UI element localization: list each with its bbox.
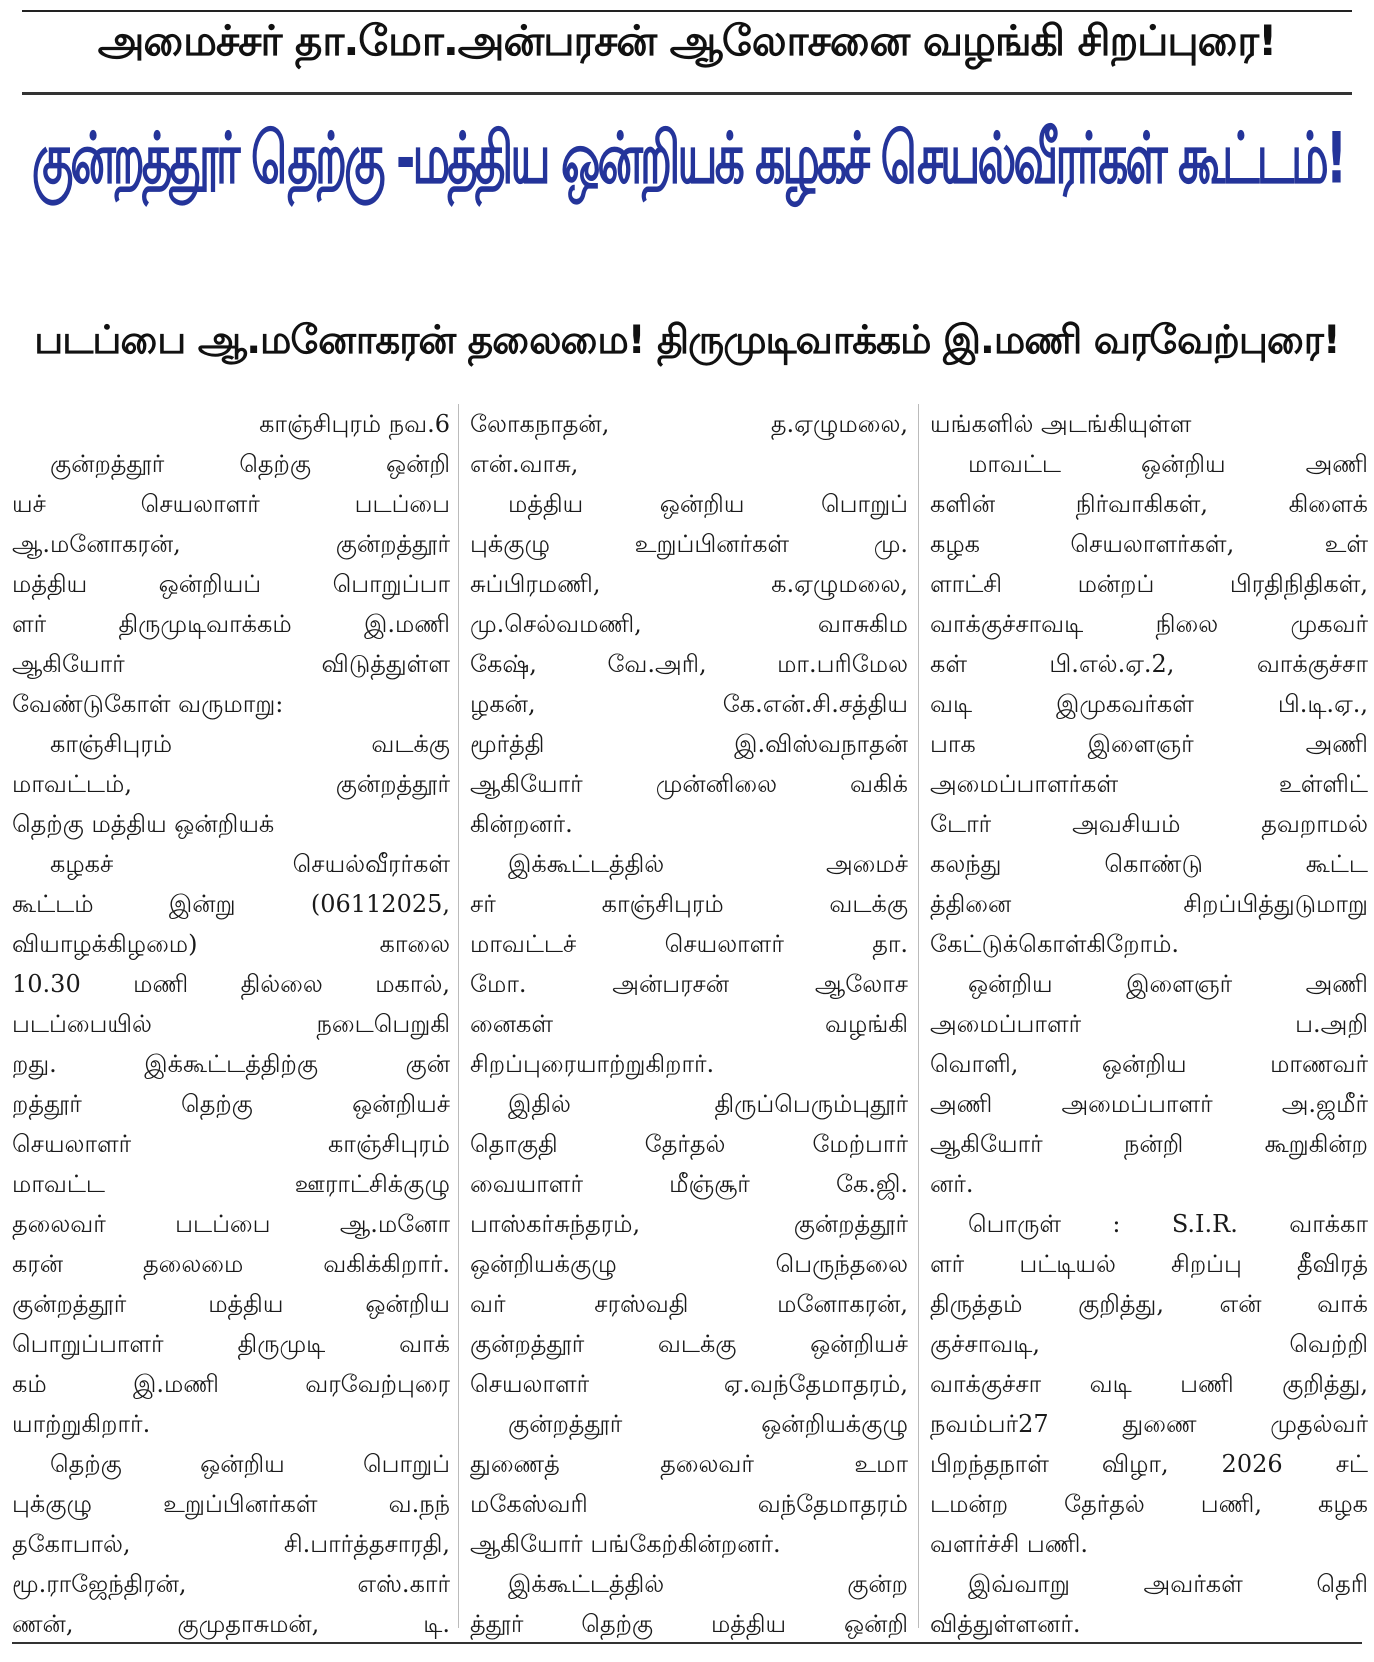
- text-line: கழக செயலாளர்கள், உள்: [930, 530, 1368, 558]
- text-line: யச் செயலாளர் படப்பை: [12, 490, 450, 518]
- text-line: மாவட்டச் செயலாளர் தா.: [470, 930, 908, 958]
- top-border: [22, 10, 1352, 12]
- text-line: ஆகியோர் விடுத்துள்ள: [12, 650, 450, 678]
- text-line: பொறுப்பாளர் திருமுடி வாக்: [12, 1330, 450, 1358]
- text-line: சுப்பிரமணி, க.ஏழுமலை,: [470, 570, 908, 598]
- text-line: குச்சாவடி, வெற்றி: [930, 1330, 1368, 1358]
- text-line: வடி இமுகவர்கள் பி.டி.ஏ.,: [930, 690, 1368, 718]
- text-line: த்தூர் தெற்கு மத்திய ஒன்றி: [470, 1610, 908, 1638]
- text-line: ஆகியோர் முன்னிலை வகிக்: [470, 770, 908, 798]
- text-line: களின் நிர்வாகிகள், கிளைக்: [930, 490, 1368, 518]
- article-column-1: [12, 404, 450, 1644]
- text-line: கேட்டுக்கொள்கிறோம்.: [930, 930, 1180, 958]
- text-line: கள் பி.எல்.ஏ.2, வாக்குச்சா: [930, 650, 1368, 678]
- text-line: துணைத் தலைவர் உமா: [470, 1450, 908, 1478]
- text-line: வாக்குச்சா வடி பணி குறித்து,: [930, 1370, 1368, 1398]
- text-line: யங்களில் அடங்கியுள்ள: [930, 410, 1192, 438]
- text-line: வித்துள்ளனர்.: [930, 1610, 1081, 1638]
- text-line: மாவட்டம், குன்றத்தூர்: [12, 770, 450, 798]
- text-line: புக்குழு உறுப்பினர்கள் மு.: [470, 530, 908, 558]
- text-line: கூட்டம் இன்று (06112025,: [12, 890, 450, 918]
- text-line: கின்றனர்.: [470, 810, 573, 838]
- text-line: அமைப்பாளர்கள் உள்ளிட்: [930, 770, 1368, 798]
- text-line: இவ்வாறு அவர்கள் தெரி: [968, 1570, 1368, 1598]
- article-column-2: [470, 404, 908, 1644]
- text-line: மத்திய ஒன்றிய பொறுப்: [508, 490, 908, 518]
- text-line: ஆ.மனோகரன், குன்றத்தூர்: [12, 530, 450, 558]
- text-line: மோ. அன்பரசன் ஆலோச: [470, 970, 908, 998]
- text-line: மாவட்ட ஒன்றிய அணி: [968, 450, 1368, 478]
- text-line: குன்றத்தூர் ஒன்றியக்குழு: [508, 1410, 908, 1438]
- text-line: படப்பையில் நடைபெறுகி: [12, 1010, 450, 1038]
- text-line: பிறந்தநாள் விழா, 2026 சட்: [930, 1450, 1368, 1478]
- text-line: அமைப்பாளர் ப.அறி: [930, 1010, 1368, 1038]
- text-line: ஆகியோர் பங்கேற்கின்றனர்.: [470, 1530, 781, 1558]
- text-line: ளாட்சி மன்றப் பிரதிநிதிகள்,: [930, 570, 1368, 598]
- text-line: ஒன்றியக்குழு பெருந்தலை: [470, 1250, 908, 1278]
- text-line: கலந்து கொண்டு கூட்ட: [930, 850, 1368, 878]
- text-line: செயலாளர் ஏ.வந்தேமாதரம்,: [470, 1370, 908, 1398]
- headline-top: அமைச்சர் தா.மோ.அன்பரசன் ஆலோசனை வழங்கி சிறப்புரை!: [97, 16, 1277, 65]
- text-line: கழகச் செயல்வீரர்கள்: [50, 850, 450, 878]
- text-line: த்தினை சிறப்பித்துடுமாறு: [930, 890, 1368, 918]
- text-line: மகேஸ்வரி வந்தேமாதரம்: [470, 1490, 908, 1518]
- text-line: மாவட்ட ஊராட்சிக்குழு: [12, 1170, 450, 1198]
- text-line: குன்றத்தூர் வடக்கு ஒன்றியச்: [470, 1330, 908, 1358]
- text-line: தொகுதி தேர்தல் மேற்பார்: [470, 1130, 908, 1158]
- text-line: தலைவர் படப்பை ஆ.மனோ: [12, 1210, 450, 1238]
- text-line: குன்றத்தூர் தெற்கு ஒன்றி: [50, 450, 450, 478]
- headline-main: குன்றத்தூர் தெற்கு -மத்திய ஒன்றியக் கழகச் செயல்வீரர்கள் கூட்டம்!: [31, 118, 1345, 201]
- text-line: யாற்றுகிறார்.: [12, 1410, 151, 1438]
- text-line: தெற்கு ஒன்றிய பொறுப்: [50, 1450, 450, 1478]
- text-line: நவம்பர்27 துணை முதல்வர்: [930, 1410, 1368, 1438]
- text-line: தகோபால், சி.பார்த்தசாரதி,: [12, 1530, 450, 1558]
- text-line: கேஷ், வே.அரி, மா.பரிமேல: [470, 650, 908, 678]
- text-line: மூ.ராஜேந்திரன், எஸ்.கார்: [12, 1570, 450, 1598]
- text-line: ளர் பட்டியல் சிறப்பு தீவிரத்: [930, 1250, 1368, 1278]
- text-line: னைகள் வழங்கி: [470, 1010, 908, 1038]
- text-line: புக்குழு உறுப்பினர்கள் வ.நந்: [12, 1490, 450, 1518]
- text-line: கம் இ.மணி வரவேற்புரை: [12, 1370, 450, 1398]
- text-line: ளர் திருமுடிவாக்கம் இ.மணி: [12, 610, 450, 638]
- text-line: டோர் அவசியம் தவறாமல்: [930, 810, 1368, 838]
- text-line: வையாளர் மீஞ்சூர் கே.ஜி.: [470, 1170, 908, 1198]
- bottom-border: [12, 1642, 1362, 1644]
- text-line: மு.செல்வமணி, வாசுகிம: [470, 610, 908, 638]
- column-divider: [918, 404, 919, 1628]
- text-line: திருத்தம் குறித்து, என் வாக்: [930, 1290, 1368, 1318]
- text-line: னர்.: [930, 1170, 974, 1198]
- text-line: சிறப்புரையாற்றுகிறார்.: [470, 1050, 715, 1078]
- dateline: காஞ்சிபுரம் நவ.6: [259, 410, 450, 438]
- text-line: சர் காஞ்சிபுரம் வடக்கு: [470, 890, 908, 918]
- text-line: மூர்த்தி இ.விஸ்வநாதன்: [470, 730, 908, 758]
- article-column-3: [930, 404, 1368, 1644]
- text-line: வாக்குச்சாவடி நிலை முகவர்: [930, 610, 1368, 638]
- text-line: 10.30 மணி தில்லை மகால்,: [12, 970, 450, 998]
- column-divider: [458, 404, 459, 1628]
- text-line: பொருள் : S.I.R. வாக்கா: [968, 1210, 1368, 1238]
- text-line: றது. இக்கூட்டத்திற்கு குன்: [12, 1050, 450, 1078]
- text-line: இக்கூட்டத்தில் அமைச்: [508, 850, 908, 878]
- text-line: ஆகியோர் நன்றி கூறுகின்ற: [930, 1130, 1368, 1158]
- headline-sub: படப்பை ஆ.மனோகரன் தலைமை! திருமுடிவாக்கம் இ.மணி வரவேற்புரை!: [34, 318, 1340, 363]
- text-line: குன்றத்தூர் மத்திய ஒன்றிய: [12, 1290, 450, 1318]
- text-line: ழகன், கே.என்.சி.சத்திய: [470, 690, 908, 718]
- text-line: இதில் திருப்பெரும்புதூர்: [508, 1090, 908, 1118]
- text-line: அணி அமைப்பாளர் அ.ஜமீர்: [930, 1090, 1368, 1118]
- text-line: றத்தூர் தெற்கு ஒன்றியச்: [12, 1090, 450, 1118]
- text-line: செயலாளர் காஞ்சிபுரம்: [12, 1130, 450, 1158]
- text-line: வேண்டுகோள் வருமாறு:: [12, 690, 284, 718]
- text-line: காஞ்சிபுரம் வடக்கு: [50, 730, 450, 758]
- text-line: வியாழக்கிழமை) காலை: [12, 930, 450, 958]
- text-line: இக்கூட்டத்தில் குன்ற: [508, 1570, 908, 1598]
- headline-divider: [22, 92, 1352, 95]
- text-line: பாஸ்கர்சுந்தரம், குன்றத்தூர்: [470, 1210, 908, 1238]
- text-line: மத்திய ஒன்றியப் பொறுப்பா: [12, 570, 450, 598]
- text-line: பாக இளைஞர் அணி: [930, 730, 1368, 758]
- text-line: வர் சரஸ்வதி மனோகரன்,: [470, 1290, 908, 1318]
- text-line: ணன், குமுதாசுமன், டி.: [12, 1610, 450, 1638]
- text-line: என்.வாசு,: [470, 450, 579, 478]
- text-line: தெற்கு மத்திய ஒன்றியக்: [12, 810, 275, 838]
- text-line: வொளி, ஒன்றிய மாணவர்: [930, 1050, 1368, 1078]
- text-line: வளர்ச்சி பணி.: [930, 1530, 1089, 1558]
- text-line: லோகநாதன், த.ஏழுமலை,: [470, 410, 908, 438]
- text-line: டமன்ற தேர்தல் பணி, கழக: [930, 1490, 1368, 1518]
- text-line: ஒன்றிய இளைஞர் அணி: [968, 970, 1368, 998]
- text-line: கரன் தலைமை வகிக்கிறார்.: [12, 1250, 450, 1278]
